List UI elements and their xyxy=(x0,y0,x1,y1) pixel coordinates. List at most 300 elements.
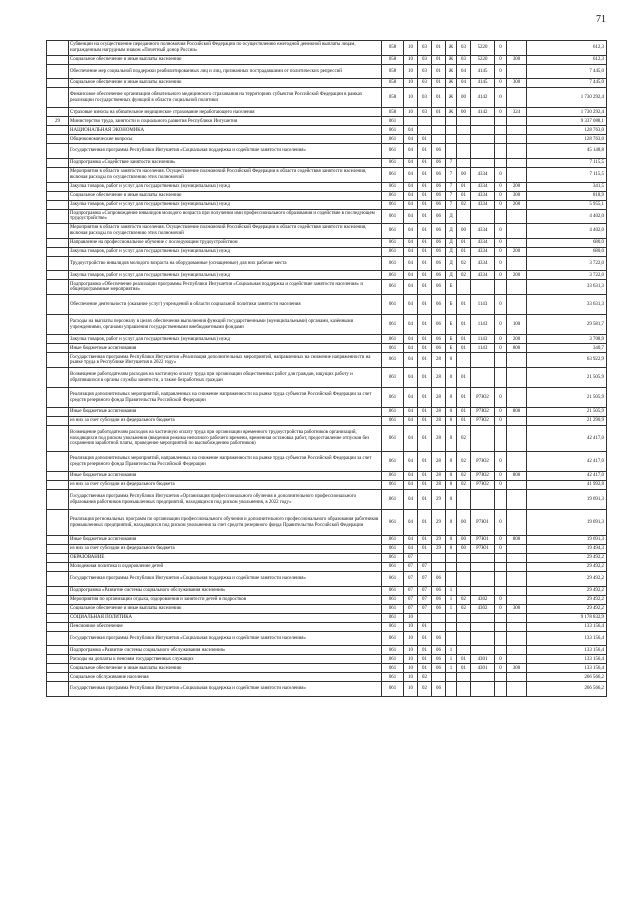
row-number xyxy=(47,135,69,144)
table-row xyxy=(47,563,607,572)
row-number xyxy=(47,613,69,622)
code-suffix xyxy=(495,682,507,697)
code-direction: Р7Ю1 xyxy=(471,510,495,536)
row-number xyxy=(47,238,69,247)
row-name: Государственная программа Республики Ингушетия «Организация профессионального обучения и дополнительного профессионального образования работников промышленных предприятий, находящихся под риском увольнения, в 2022 году» xyxy=(69,490,382,510)
code-event: 00 xyxy=(457,108,471,117)
row-amount: 266 566,2 xyxy=(527,682,607,697)
code-event: 01 xyxy=(457,182,471,191)
code-expense-type: 300 xyxy=(507,191,527,200)
code-subsection: 01 xyxy=(418,335,432,344)
code-ministry: 061 xyxy=(382,117,404,126)
code-suffix: 0 xyxy=(495,536,507,545)
code-ministry: 058 xyxy=(382,88,404,108)
code-ministry: 061 xyxy=(382,646,404,655)
code-section: 04 xyxy=(404,126,418,135)
row-amount: 5 955,1 xyxy=(527,200,607,209)
code-program: 28 xyxy=(432,472,446,481)
code-expense-type: 300 xyxy=(507,664,527,673)
code-subprogram: 0 xyxy=(446,426,457,452)
row-name: Направление на профессиональное обучение с последующим трудоустройством xyxy=(69,238,382,247)
row-amount: 4 402,0 xyxy=(527,224,607,239)
code-ministry: 061 xyxy=(382,586,404,595)
code-ministry: 061 xyxy=(382,673,404,682)
row-number xyxy=(47,353,69,368)
code-program: 29 xyxy=(432,536,446,545)
row-name: Трудоустройство инвалидов молодого возраста на оборудованные (оснащенные) для них рабочие места xyxy=(69,256,382,271)
code-section: 10 xyxy=(404,613,418,622)
code-direction xyxy=(471,158,495,167)
row-name: Закупка товаров, работ и услуг для государственных (муниципальных) нужд xyxy=(69,247,382,256)
code-subprogram: 0 xyxy=(446,367,457,387)
code-subsection: 01 xyxy=(418,417,432,426)
code-section: 10 xyxy=(404,55,418,64)
code-subprogram: Д xyxy=(446,209,457,224)
code-subprogram: 0 xyxy=(446,510,457,536)
row-amount: 33 631,3 xyxy=(527,280,607,295)
code-ministry: 061 xyxy=(382,247,404,256)
row-amount: 21 505,9 xyxy=(527,388,607,408)
code-subsection: 01 xyxy=(418,655,432,664)
code-subprogram: Б xyxy=(446,294,457,314)
code-direction: 5220 xyxy=(471,55,495,64)
code-program: 01 xyxy=(432,41,446,56)
code-suffix xyxy=(495,367,507,387)
code-subsection: 01 xyxy=(418,224,432,239)
code-ministry: 061 xyxy=(382,158,404,167)
code-program: 06 xyxy=(432,191,446,200)
code-program: 28 xyxy=(432,417,446,426)
code-ministry: 061 xyxy=(382,271,404,280)
code-section: 04 xyxy=(404,545,418,554)
code-event xyxy=(457,280,471,295)
budget-table-container xyxy=(46,40,606,697)
code-expense-type xyxy=(507,572,527,587)
row-number xyxy=(47,335,69,344)
code-suffix: 0 xyxy=(495,655,507,664)
code-subsection: 01 xyxy=(418,191,432,200)
row-number xyxy=(47,631,69,646)
code-direction xyxy=(471,209,495,224)
code-expense-type xyxy=(507,256,527,271)
code-section: 10 xyxy=(404,655,418,664)
code-section: 04 xyxy=(404,135,418,144)
row-name: Социальное обеспечение и иные выплаты населению xyxy=(69,79,382,88)
code-event xyxy=(457,490,471,510)
row-amount: 19 691,3 xyxy=(527,536,607,545)
code-subsection: 01 xyxy=(418,426,432,452)
code-expense-type xyxy=(507,117,527,126)
row-name: Иные бюджетные ассигнования xyxy=(69,472,382,481)
code-section: 04 xyxy=(404,182,418,191)
code-suffix xyxy=(495,586,507,595)
code-suffix xyxy=(495,563,507,572)
code-ministry: 061 xyxy=(382,144,404,159)
code-subprogram: 7 xyxy=(446,167,457,182)
table-row xyxy=(47,315,607,335)
row-amount: 612,3 xyxy=(527,55,607,64)
code-ministry: 061 xyxy=(382,256,404,271)
row-name: Иные бюджетные ассигнования xyxy=(69,344,382,353)
row-amount: 133 156,4 xyxy=(527,622,607,631)
table-row xyxy=(47,481,607,490)
code-ministry: 061 xyxy=(382,182,404,191)
code-subprogram: Б xyxy=(446,280,457,295)
row-name: Реализация дополнительных мероприятий, направленных на снижение напряженности на рынке труда субъектов Российской Федерации за счет средств резервного фонда Правительства Российской Федерации xyxy=(69,452,382,472)
code-expense-type xyxy=(507,417,527,426)
row-amount: 21 290,9 xyxy=(527,417,607,426)
code-event xyxy=(457,613,471,622)
code-program: 06 xyxy=(432,271,446,280)
code-suffix: 0 xyxy=(495,481,507,490)
row-name: Реализация региональных программ по организации профессионального обучения и дополнительного профессионального образования работников промышленных предприятий, находящихся под риском увольнения за счет средств резервного фонда Правительства Российской Федерации xyxy=(69,510,382,536)
code-event xyxy=(457,353,471,368)
code-expense-type xyxy=(507,563,527,572)
code-section: 10 xyxy=(404,41,418,56)
code-subsection: 01 xyxy=(418,622,432,631)
code-expense-type: 200 xyxy=(507,200,527,209)
code-subprogram: Б xyxy=(446,335,457,344)
code-section: 07 xyxy=(404,586,418,595)
row-number xyxy=(47,64,69,79)
code-direction: 4142 xyxy=(471,88,495,108)
code-event: 01 xyxy=(457,247,471,256)
code-ministry: 058 xyxy=(382,41,404,56)
code-ministry: 061 xyxy=(382,191,404,200)
code-program: 06 xyxy=(432,572,446,587)
row-name: Общеэкономические вопросы xyxy=(69,135,382,144)
code-direction: Р7Ю2 xyxy=(471,472,495,481)
code-subprogram: Ж xyxy=(446,79,457,88)
table-row xyxy=(47,545,607,554)
code-ministry: 061 xyxy=(382,294,404,314)
code-expense-type: 200 xyxy=(507,271,527,280)
code-subprogram: Д xyxy=(446,224,457,239)
code-suffix: 0 xyxy=(495,238,507,247)
row-name: Закупка товаров, работ и услуг для государственных (муниципальных) нужд xyxy=(69,182,382,191)
code-section: 10 xyxy=(404,682,418,697)
code-expense-type xyxy=(507,126,527,135)
row-number xyxy=(47,88,69,108)
code-expense-type: 200 xyxy=(507,182,527,191)
code-subprogram: Д xyxy=(446,271,457,280)
code-section: 07 xyxy=(404,604,418,613)
code-ministry: 061 xyxy=(382,426,404,452)
code-direction xyxy=(471,682,495,697)
code-expense-type xyxy=(507,646,527,655)
table-row xyxy=(47,247,607,256)
code-section: 04 xyxy=(404,209,418,224)
code-event: 02 xyxy=(457,472,471,481)
table-row xyxy=(47,200,607,209)
code-subsection: 01 xyxy=(418,452,432,472)
code-subprogram: 7 xyxy=(446,158,457,167)
code-subsection: 02 xyxy=(418,682,432,697)
code-subsection: 01 xyxy=(418,536,432,545)
code-direction: Р7Ю2 xyxy=(471,452,495,472)
table-row xyxy=(47,595,607,604)
code-subprogram: Ж xyxy=(446,64,457,79)
row-name: Социальное обеспечение и иные выплаты населению xyxy=(69,604,382,613)
code-subprogram: 1 xyxy=(446,604,457,613)
row-amount: 7 445,0 xyxy=(527,64,607,79)
code-ministry: 061 xyxy=(382,510,404,536)
row-name: Расходы на доплаты к пенсиям государственных служащих xyxy=(69,655,382,664)
code-section: 04 xyxy=(404,490,418,510)
code-direction: Р7Ю1 xyxy=(471,545,495,554)
code-suffix: 0 xyxy=(495,64,507,79)
row-number xyxy=(47,586,69,595)
code-expense-type xyxy=(507,88,527,108)
code-section: 10 xyxy=(404,108,418,117)
code-program: 06 xyxy=(432,280,446,295)
code-subsection: 03 xyxy=(418,108,432,117)
code-subsection xyxy=(418,126,432,135)
code-event xyxy=(457,158,471,167)
code-ministry: 061 xyxy=(382,655,404,664)
code-ministry: 061 xyxy=(382,367,404,387)
table-row xyxy=(47,271,607,280)
code-expense-type xyxy=(507,280,527,295)
code-subsection: 01 xyxy=(418,182,432,191)
row-name: из них за счет субсидии из федерального бюджета xyxy=(69,417,382,426)
code-subprogram xyxy=(446,613,457,622)
code-direction: 4334 xyxy=(471,200,495,209)
row-number xyxy=(47,191,69,200)
code-program xyxy=(432,554,446,563)
code-suffix xyxy=(495,631,507,646)
code-subsection: 03 xyxy=(418,88,432,108)
code-event xyxy=(457,646,471,655)
code-expense-type: 324 xyxy=(507,108,527,117)
table-row xyxy=(47,344,607,353)
code-event: 01 xyxy=(457,315,471,335)
code-direction xyxy=(471,554,495,563)
code-expense-type xyxy=(507,158,527,167)
code-ministry: 061 xyxy=(382,472,404,481)
code-section: 04 xyxy=(404,167,418,182)
row-name: Закупка товаров, работ и услуг для государственных (муниципальных) нужд xyxy=(69,200,382,209)
code-subsection: 01 xyxy=(418,256,432,271)
code-suffix xyxy=(495,126,507,135)
row-name: Подпрограмма «Развитие системы социального обслуживания населения» xyxy=(69,646,382,655)
code-subprogram: Ж xyxy=(446,55,457,64)
code-direction: 1143 xyxy=(471,315,495,335)
code-direction xyxy=(471,631,495,646)
row-amount: 128 763,0 xyxy=(527,135,607,144)
code-event xyxy=(457,563,471,572)
code-subprogram xyxy=(446,554,457,563)
code-suffix: 0 xyxy=(495,182,507,191)
code-section: 07 xyxy=(404,554,418,563)
code-program: 06 xyxy=(432,209,446,224)
code-program: 06 xyxy=(432,604,446,613)
code-suffix xyxy=(495,490,507,510)
code-direction: 4142 xyxy=(471,108,495,117)
table-row xyxy=(47,452,607,472)
code-suffix: 0 xyxy=(495,88,507,108)
code-section: 04 xyxy=(404,510,418,536)
row-name: Закупка товаров, работ и услуг для государственных (муниципальных) нужд xyxy=(69,271,382,280)
row-number xyxy=(47,490,69,510)
code-expense-type xyxy=(507,631,527,646)
code-subsection: 02 xyxy=(418,673,432,682)
row-number xyxy=(47,563,69,572)
row-amount: 133 156,4 xyxy=(527,664,607,673)
code-expense-type xyxy=(507,595,527,604)
code-subsection: 01 xyxy=(418,271,432,280)
row-number xyxy=(47,545,69,554)
code-event: 02 xyxy=(457,271,471,280)
row-name: Возмещение работодателям расходов на частичную оплату труда при организации общественных работ для граждан, ищущих работу и обратившихся в органы службы занятости, а также безработных граждан xyxy=(69,367,382,387)
code-event xyxy=(457,631,471,646)
code-subprogram xyxy=(446,563,457,572)
table-row xyxy=(47,673,607,682)
code-expense-type xyxy=(507,545,527,554)
code-ministry: 061 xyxy=(382,280,404,295)
code-subprogram xyxy=(446,622,457,631)
row-number xyxy=(47,256,69,271)
code-event xyxy=(457,144,471,159)
code-subprogram: Ж xyxy=(446,88,457,108)
code-expense-type: 200 xyxy=(507,335,527,344)
row-name: НАЦИОНАЛЬНАЯ ЭКОНОМИКА xyxy=(69,126,382,135)
code-event xyxy=(457,209,471,224)
code-program xyxy=(432,135,446,144)
row-name: Иные бюджетные ассигнования xyxy=(69,408,382,417)
code-expense-type: 200 xyxy=(507,247,527,256)
row-number xyxy=(47,108,69,117)
row-number xyxy=(47,646,69,655)
code-program: 29 xyxy=(432,490,446,510)
code-ministry: 061 xyxy=(382,613,404,622)
code-event: 00 xyxy=(457,88,471,108)
row-name: Реализация дополнительных мероприятий, направленных на снижение напряженности на рынке труда субъектов Российской Федерации за счет средств резервного фонда Правительства Российской Федерации xyxy=(69,388,382,408)
table-row xyxy=(47,167,607,182)
code-direction xyxy=(471,572,495,587)
code-suffix: 0 xyxy=(495,408,507,417)
row-amount: 63 922,9 xyxy=(527,353,607,368)
row-amount: 341,5 xyxy=(527,182,607,191)
code-program: 28 xyxy=(432,367,446,387)
row-name: Мероприятия в области занятости населения. Осуществление полномочий Российской Федерации в области содействия занятости населения, включая расходы по осуществлению этих полномочий xyxy=(69,224,382,239)
table-row xyxy=(47,126,607,135)
code-section xyxy=(404,117,418,126)
row-amount: 29 492,2 xyxy=(527,572,607,587)
code-expense-type: 800 xyxy=(507,344,527,353)
row-name: Социальное обеспечение и иные выплаты населению xyxy=(69,191,382,200)
row-amount: 612,3 xyxy=(527,41,607,56)
row-amount: 19 691,3 xyxy=(527,510,607,536)
row-name: Закупка товаров, работ и услуг для государственных (муниципальных) нужд xyxy=(69,335,382,344)
table-row xyxy=(47,158,607,167)
table-row xyxy=(47,108,607,117)
code-event: 01 xyxy=(457,655,471,664)
row-number xyxy=(47,271,69,280)
code-direction xyxy=(471,353,495,368)
code-section: 04 xyxy=(404,294,418,314)
code-subprogram: Д xyxy=(446,247,457,256)
row-amount: 133 156,4 xyxy=(527,646,607,655)
row-amount: 133 156,4 xyxy=(527,631,607,646)
code-program: 06 xyxy=(432,247,446,256)
code-subprogram: 0 xyxy=(446,545,457,554)
table-body xyxy=(47,41,607,697)
code-direction: 1143 xyxy=(471,344,495,353)
code-expense-type xyxy=(507,613,527,622)
row-number xyxy=(47,682,69,697)
table-row xyxy=(47,604,607,613)
code-program xyxy=(432,563,446,572)
code-suffix xyxy=(495,144,507,159)
code-ministry: 061 xyxy=(382,545,404,554)
code-direction: 4302 xyxy=(471,604,495,613)
code-suffix: 0 xyxy=(495,79,507,88)
code-event: 01 xyxy=(457,294,471,314)
row-amount: 29 492,2 xyxy=(527,586,607,595)
code-subsection: 01 xyxy=(418,490,432,510)
code-expense-type xyxy=(507,388,527,408)
row-amount: 21 505,9 xyxy=(527,408,607,417)
code-expense-type xyxy=(507,64,527,79)
code-ministry: 061 xyxy=(382,209,404,224)
code-program: 06 xyxy=(432,335,446,344)
code-subsection: 01 xyxy=(418,388,432,408)
code-suffix: 0 xyxy=(495,224,507,239)
row-amount: 7 115,5 xyxy=(527,167,607,182)
row-number xyxy=(47,622,69,631)
code-expense-type: 300 xyxy=(507,55,527,64)
code-expense-type xyxy=(507,586,527,595)
table-row xyxy=(47,631,607,646)
code-subprogram: 0 xyxy=(446,388,457,408)
code-direction: 1143 xyxy=(471,294,495,314)
row-number xyxy=(47,126,69,135)
row-name: ОБРАЗОВАНИЕ xyxy=(69,554,382,563)
row-name: из них за счет субсидии из федерального бюджета xyxy=(69,545,382,554)
code-direction xyxy=(471,563,495,572)
code-expense-type xyxy=(507,135,527,144)
code-suffix: 0 xyxy=(495,247,507,256)
code-section: 04 xyxy=(404,481,418,490)
code-subsection: 01 xyxy=(418,646,432,655)
code-subsection: 01 xyxy=(418,344,432,353)
code-subsection: 01 xyxy=(418,294,432,314)
code-direction: 4145 xyxy=(471,79,495,88)
code-ministry: 061 xyxy=(382,135,404,144)
row-name: Финансовое обеспечение организации обязательного медицинского страхования на территориях субъектов Российской Федерации в рамках реализации государственных функций в области социальной политики xyxy=(69,88,382,108)
table-row xyxy=(47,655,607,664)
code-section: 10 xyxy=(404,673,418,682)
code-suffix: 0 xyxy=(495,388,507,408)
code-event: 02 xyxy=(457,452,471,472)
row-number xyxy=(47,417,69,426)
code-program: 06 xyxy=(432,294,446,314)
code-direction xyxy=(471,426,495,452)
code-subsection xyxy=(418,554,432,563)
code-expense-type xyxy=(507,367,527,387)
code-program: 06 xyxy=(432,586,446,595)
code-program: 01 xyxy=(432,55,446,64)
code-section: 10 xyxy=(404,79,418,88)
table-row xyxy=(47,88,607,108)
code-subprogram xyxy=(446,117,457,126)
row-number xyxy=(47,472,69,481)
code-subsection: 01 xyxy=(418,280,432,295)
code-subprogram xyxy=(446,126,457,135)
code-program xyxy=(432,126,446,135)
code-expense-type xyxy=(507,481,527,490)
